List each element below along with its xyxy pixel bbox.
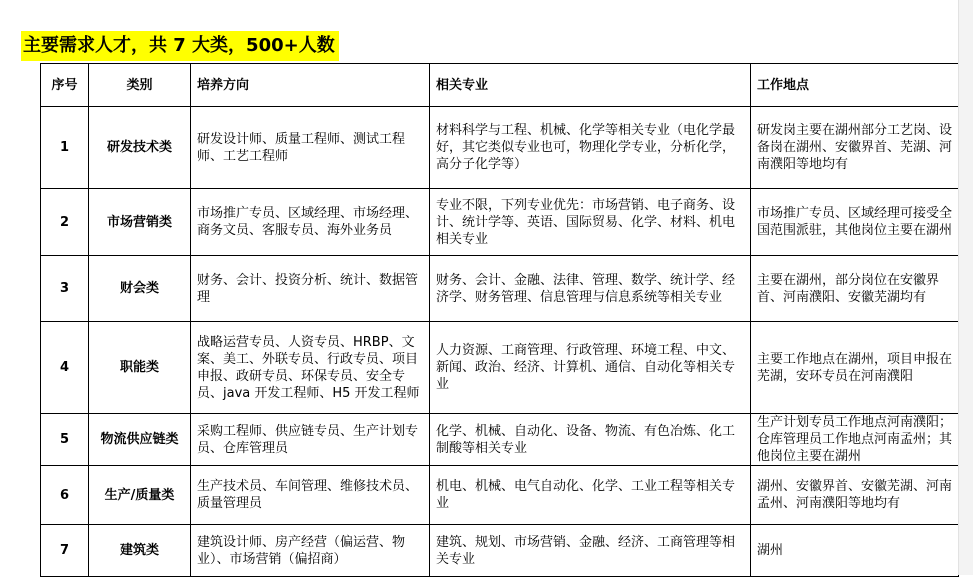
- row-no: 2: [41, 189, 89, 256]
- row-category: 建筑类: [89, 525, 191, 577]
- table-header-row: [41, 64, 959, 107]
- table-row: [41, 256, 959, 322]
- row-no: 6: [41, 466, 89, 525]
- row-direction: 生产技术员、车间管理、维修技术员、质量管理员: [191, 466, 430, 525]
- row-no: 7: [41, 525, 89, 577]
- row-location: 研发岗主要在湖州部分工艺岗、设备岗在湖州、安徽界首、芜湖、河南濮阳等地均有: [751, 107, 959, 189]
- row-no: 4: [41, 322, 89, 414]
- row-direction: 财务、会计、投资分析、统计、数据管理: [191, 256, 430, 322]
- row-no: 3: [41, 256, 89, 322]
- row-category: 职能类: [89, 322, 191, 414]
- header-category: 类别: [89, 64, 191, 107]
- table-row: [41, 189, 959, 256]
- row-direction: 建筑设计师、房产经营（偏运营、物业）、市场营销（偏招商）: [191, 525, 430, 577]
- row-majors: 财务、会计、金融、法律、管理、数学、统计学、经济学、财务管理、信息管理与信息系统等相关专业: [430, 256, 751, 322]
- header-direction: 培养方向: [191, 64, 430, 107]
- row-direction: 市场推广专员、区域经理、市场经理、商务文员、客服专员、海外业务员: [191, 189, 430, 256]
- row-majors: 材料科学与工程、机械、化学等相关专业（电化学最好，其它类似专业也可，物理化学专业，分析化学，高分子化学等）: [430, 107, 751, 189]
- page-heading: 主要需求人才，共 7 大类，500+人数: [21, 31, 339, 61]
- row-category: 市场营销类: [89, 189, 191, 256]
- row-category: 物流供应链类: [89, 414, 191, 466]
- table-row: [41, 525, 959, 577]
- row-majors: 建筑、规划、市场营销、金融、经济、工商管理等相关专业: [430, 525, 751, 577]
- row-majors: 化学、机械、自动化、设备、物流、有色冶炼、化工制酸等相关专业: [430, 414, 751, 466]
- row-no: 1: [41, 107, 89, 189]
- table-row: [41, 466, 959, 525]
- row-location: 湖州: [751, 525, 959, 577]
- row-category: 研发技术类: [89, 107, 191, 189]
- row-no: 5: [41, 414, 89, 466]
- row-direction: 战略运营专员、人资专员、HRBP、文案、美工、外联专员、行政专员、项目申报、政研专员、环保专员、安全专员、java 开发工程师、H5 开发工程师: [191, 322, 430, 414]
- row-majors: 人力资源、工商管理、行政管理、环境工程、中文、新闻、政治、经济、计算机、通信、自动化等相关专业: [430, 322, 751, 414]
- row-location: 主要工作地点在湖州，项目申报在芜湖，安环专员在河南濮阳: [751, 322, 959, 414]
- row-direction: 采购工程师、供应链专员、生产计划专员、仓库管理员: [191, 414, 430, 466]
- row-location: 主要在湖州，部分岗位在安徽界首、河南濮阳、安徽芜湖均有: [751, 256, 959, 322]
- table-row: [41, 414, 959, 466]
- row-location: 湖州、安徽界首、安徽芜湖、河南孟州、河南濮阳等地均有: [751, 466, 959, 525]
- row-majors: 专业不限，下列专业优先：市场营销、电子商务、设计、统计学等、英语、国际贸易、化学、材料、机电相关专业: [430, 189, 751, 256]
- table-row: [41, 322, 959, 414]
- row-location: 市场推广专员、区域经理可接受全国范围派驻，其他岗位主要在湖州: [751, 189, 959, 256]
- table-row: [41, 107, 959, 189]
- scrollbar-track[interactable]: [958, 0, 973, 575]
- row-category: 生产/质量类: [89, 466, 191, 525]
- header-location: 工作地点: [751, 64, 959, 107]
- row-location: 生产计划专员工作地点河南濮阳；仓库管理员工作地点河南孟州；其他岗位主要在湖州: [751, 414, 959, 466]
- requirements-table: [40, 63, 959, 577]
- header-no: 序号: [41, 64, 89, 107]
- row-direction: 研发设计师、质量工程师、测试工程师、工艺工程师: [191, 107, 430, 189]
- row-category: 财会类: [89, 256, 191, 322]
- header-majors: 相关专业: [430, 64, 751, 107]
- row-majors: 机电、机械、电气自动化、化学、工业工程等相关专业: [430, 466, 751, 525]
